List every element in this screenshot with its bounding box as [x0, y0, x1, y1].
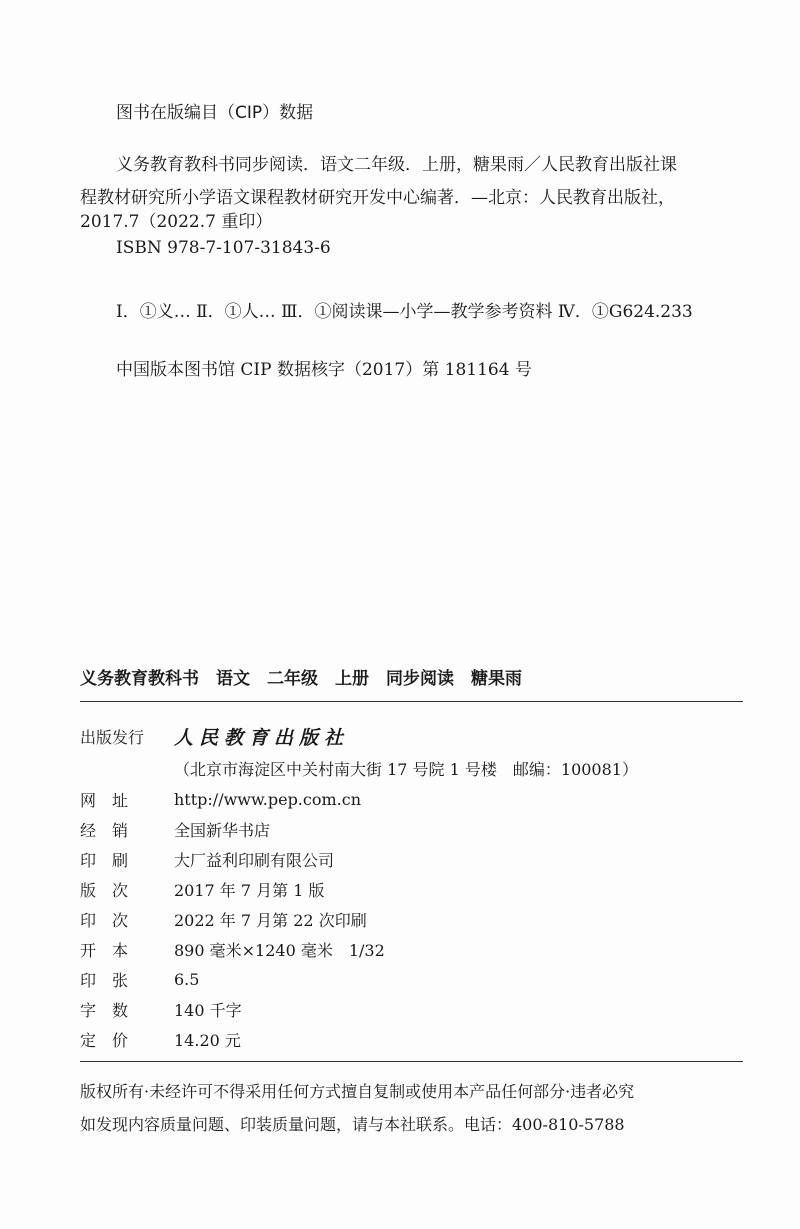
- book-title: 义务教育教科书 语文 二年级 上册 同步阅读 糖果雨: [80, 669, 522, 689]
- detail-value: 2022 年 7 月第 22 次印刷: [174, 910, 367, 930]
- cip-description-line-1: 义务教育教科书同步阅读．语文二年级．上册，糖果雨／人民教育出版社课: [116, 155, 677, 175]
- detail-row: [80, 875, 325, 903]
- divider-bottom: [80, 1061, 743, 1062]
- detail-label: 定 价: [80, 1030, 129, 1050]
- detail-value: 140 千字: [174, 1000, 242, 1020]
- detail-value: 6.5: [174, 969, 200, 989]
- detail-label: 网 址: [80, 790, 129, 810]
- detail-row: [80, 995, 242, 1023]
- detail-row: [80, 905, 367, 933]
- publisher-row: [80, 722, 349, 750]
- publisher-address-text: （北京市海淀区中关村南大街 17 号院 1 号楼 邮编：100081）: [174, 759, 638, 779]
- detail-label: 版 次: [80, 880, 129, 900]
- detail-row: [80, 1025, 241, 1053]
- divider-top: [80, 701, 743, 702]
- detail-row: [80, 845, 334, 873]
- detail-label: 印 刷: [80, 850, 129, 870]
- detail-row: [80, 935, 385, 963]
- detail-label: 字 数: [80, 1000, 129, 1020]
- detail-label: 印 次: [80, 910, 129, 930]
- detail-row: [80, 815, 270, 843]
- publisher-logo: 人民教育出版社: [174, 726, 350, 749]
- copyright-notice: 版权所有·未经许可不得采用任何方式擅自复制或使用本产品任何部分·违者必究: [80, 1082, 635, 1101]
- detail-row: [80, 785, 361, 813]
- detail-value: 2017 年 7 月第 1 版: [174, 880, 325, 900]
- isbn: ISBN 978-7-107-31843-6: [116, 238, 331, 258]
- detail-label: 印 张: [80, 970, 129, 990]
- detail-value[interactable]: http://www.pep.com.cn: [174, 789, 362, 809]
- detail-value: 全国新华书店: [174, 820, 271, 840]
- cip-description-line-2: 程教材研究所小学语文课程教材研究开发中心编著．—北京：人民教育出版社，: [80, 188, 675, 208]
- detail-label: 开 本: [80, 940, 129, 960]
- detail-value: 14.20 元: [174, 1030, 241, 1050]
- cip-heading: 图书在版编目（CIP）数据: [116, 103, 314, 123]
- detail-value: 大厂益利印刷有限公司: [174, 850, 335, 870]
- detail-label: 经 销: [80, 820, 129, 840]
- publisher-address: [174, 754, 638, 782]
- classification: Ⅰ．①义… Ⅱ．①人… Ⅲ．①阅读课—小学—教学参考资料 Ⅳ．①G624.233: [116, 302, 693, 322]
- cip-description-line-3: 2017.7（2022.7 重印）: [80, 212, 273, 232]
- publisher-label: 出版发行: [80, 727, 145, 747]
- contact-notice: 如发现内容质量问题、印装质量问题，请与本社联系。电话：400-810-5788: [80, 1115, 625, 1134]
- cip-number: 中国版本图书馆 CIP 数据核字（2017）第 181164 号: [116, 360, 532, 380]
- detail-value: 890 毫米×1240 毫米 1/32: [174, 940, 385, 960]
- detail-row: [80, 965, 199, 993]
